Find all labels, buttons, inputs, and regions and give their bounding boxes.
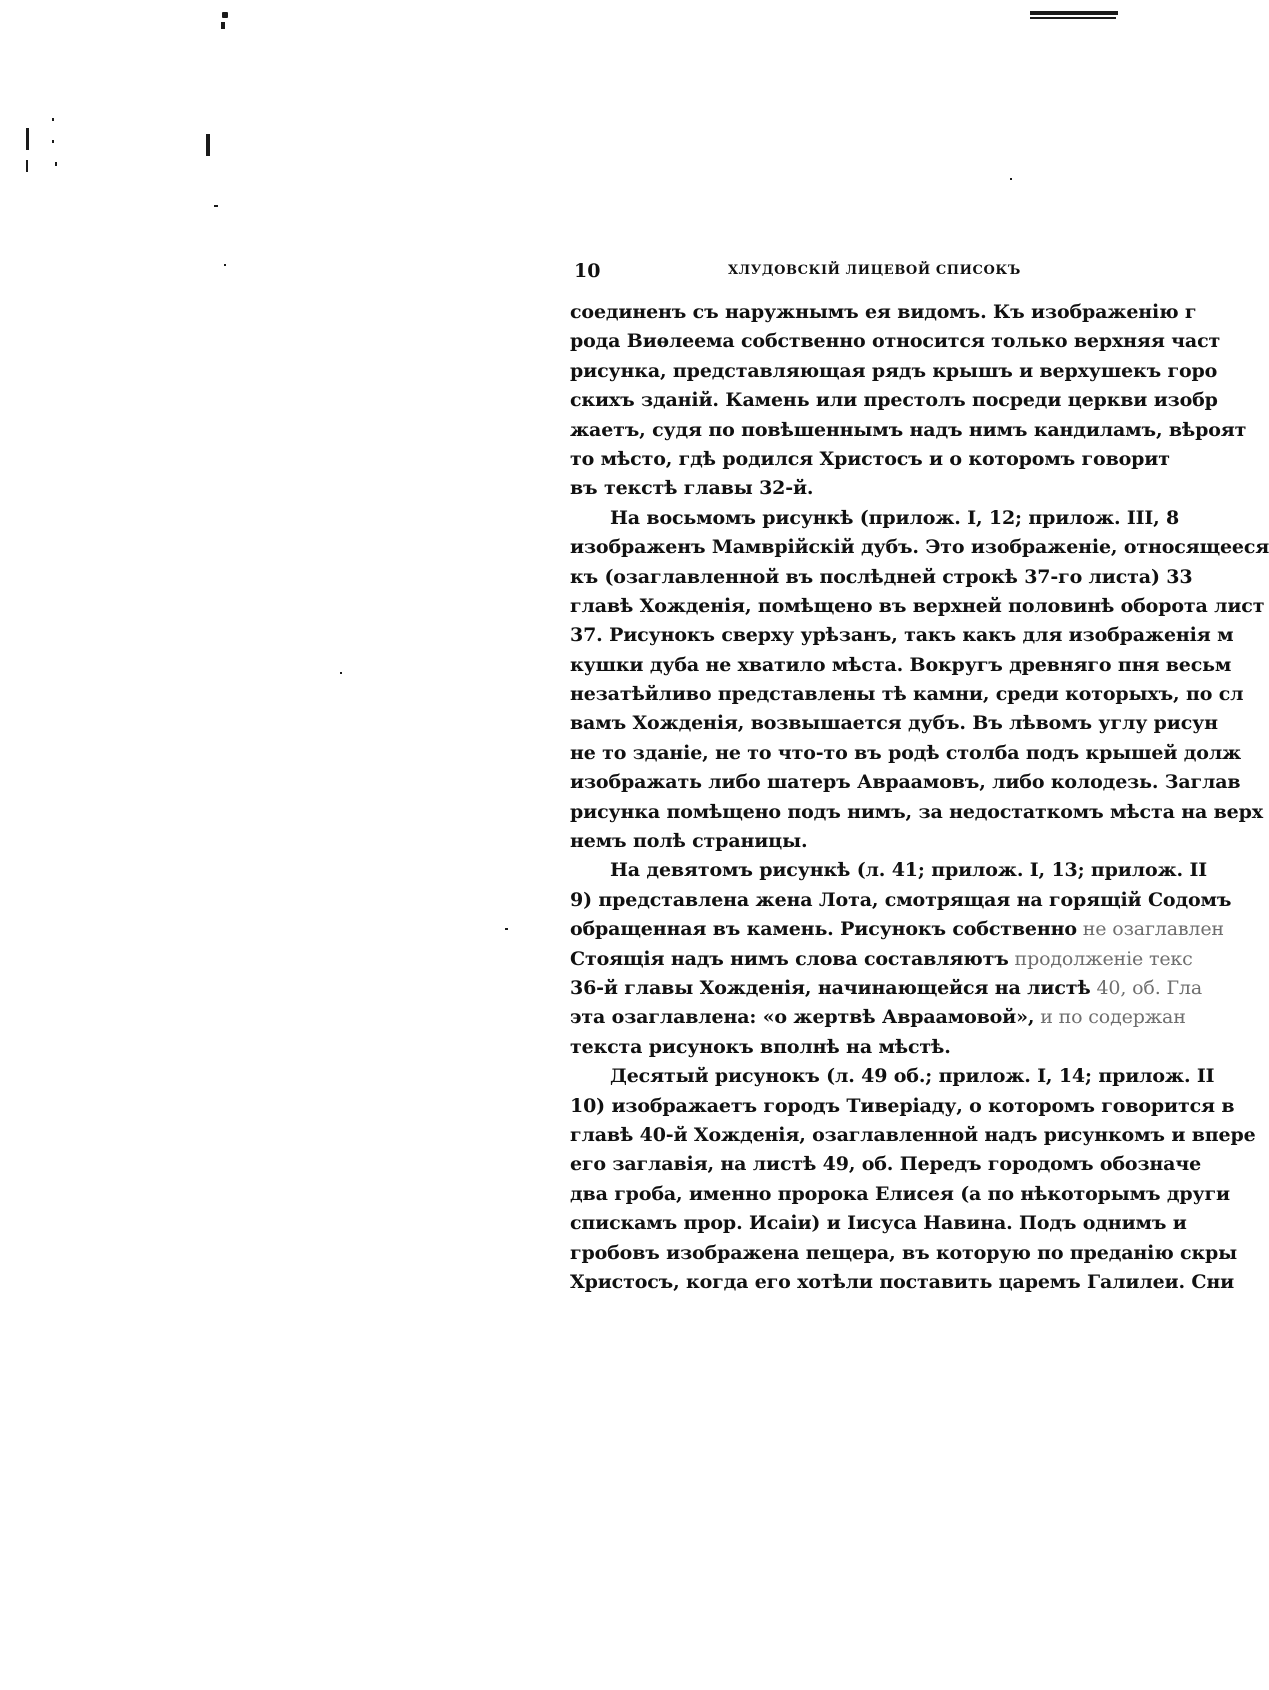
text-line [570, 768, 1241, 797]
scan-edge-mark [52, 118, 54, 121]
line-text-main: рисунка помѣщено подъ нимъ, за недостаткомъ мѣста на верх [570, 800, 1263, 823]
line-text-main: незатѣйливо представлены тѣ камни, среди которыхъ, по сл [570, 683, 1244, 706]
text-line [570, 739, 1242, 768]
line-text-main: эта озаглавлена: «о жертвѣ Авраамовой», [570, 1006, 1035, 1029]
text-line [570, 915, 1224, 944]
line-text [570, 1242, 1237, 1264]
line-text-main: кушки дуба не хватило мѣста. Вокругъ древняго пня весьм [570, 653, 1232, 676]
line-text [570, 389, 1218, 411]
line-text-faded: продолженіе текс [1008, 947, 1193, 970]
line-text-main: немъ полѣ страницы. [570, 830, 808, 853]
line-text [570, 360, 1217, 382]
line-text [610, 1065, 1214, 1087]
line-text-main: соединенъ съ наружнымъ ея видомъ. Къ изображенію г [570, 301, 1197, 323]
text-line [570, 856, 1207, 885]
line-text [570, 419, 1246, 441]
scan-speck [222, 12, 228, 18]
line-text [570, 477, 813, 499]
line-text-main: изображенъ Мамврійскій дубъ. Это изображеніе, относящееся [570, 536, 1269, 559]
line-text [570, 448, 1170, 470]
line-text-main: 10) изображаетъ городъ Тиверіаду, о которомъ говорится в [570, 1094, 1235, 1117]
line-text-main: На восьмомъ рисункѣ (прилож. I, 12; прилож. III, 8 [610, 506, 1180, 529]
line-text [610, 507, 1179, 529]
line-text-main: въ текстѣ главы 32-й. [570, 477, 814, 500]
line-text-main: текста рисунокъ вполнѣ на мѣстѣ. [570, 1035, 951, 1058]
line-text-main: жаетъ, судя по повѣшеннымъ надъ нимъ кандиламъ, вѣроят [570, 418, 1247, 441]
scan-speck [221, 22, 225, 29]
line-text [570, 1036, 951, 1058]
scan-edge-mark [26, 128, 29, 150]
line-text [570, 830, 807, 852]
line-text [570, 771, 1240, 793]
text-line [570, 533, 1269, 562]
text-line [570, 1121, 1256, 1150]
text-line [570, 592, 1265, 621]
line-text-faded: 40, об. Гла [1090, 976, 1203, 999]
text-line [570, 1033, 1170, 1062]
line-text [570, 977, 1202, 999]
line-text [570, 566, 1192, 588]
line-text [570, 624, 1233, 646]
line-text-main: Христосъ, когда его хотѣли поставить царемъ Галилеи. Сни [570, 1270, 1235, 1293]
running-head [570, 258, 1170, 298]
text-line [570, 798, 1263, 827]
line-text [570, 1124, 1256, 1146]
text-line [570, 680, 1244, 709]
scan-edge-mark [55, 162, 57, 166]
text-line [570, 1180, 1230, 1209]
scan-speck [1010, 178, 1012, 180]
line-text-main: 9) представлена жена Лота, смотрящая на горящій Содомъ [570, 888, 1232, 911]
scan-speck [214, 205, 218, 207]
line-text-main: изображать либо шатеръ Авраамовъ, либо колодезь. Заглав [570, 771, 1241, 794]
text-line [570, 1209, 1187, 1238]
line-text-main: вамъ Хожденія, возвышается дубъ. Въ лѣвомъ углу рисун [570, 712, 1218, 735]
line-text-main: главѣ Хожденія, помѣщено въ верхней половинѣ оборота лист [570, 594, 1265, 617]
text-line [570, 445, 1170, 474]
line-text-main: Стоящія надъ нимъ слова составляютъ [570, 947, 1009, 970]
line-text-main: то мѣсто, гдѣ родился Христосъ и о которомъ говорит [570, 447, 1170, 470]
text-line [570, 886, 1232, 915]
line-text [570, 1006, 1186, 1028]
line-text-main: обращенная въ камень. Рисунокъ собственно [570, 918, 1077, 941]
line-text-faded: не озаглавлен [1076, 918, 1224, 941]
scan-speck [340, 672, 342, 674]
line-text-main: рода Виѳлеема собственно относится только верхняя част [570, 330, 1221, 353]
line-text-main: гробовъ изображена пещера, въ которую по преданію скры [570, 1241, 1238, 1264]
scan-speck [505, 928, 508, 930]
line-text [570, 801, 1263, 823]
text-line [570, 1239, 1238, 1268]
line-text-main: къ (озаглавленной въ послѣдней строкѣ 37-го листа) 33 [570, 565, 1193, 588]
text-line [570, 416, 1247, 445]
book-page [570, 258, 1269, 1297]
line-text [570, 683, 1243, 705]
line-text-main: главѣ 40-й Хожденія, озаглавленной надъ рисункомъ и впере [570, 1123, 1256, 1146]
text-line [570, 621, 1234, 650]
text-line [570, 1268, 1235, 1297]
scan-speck [224, 264, 226, 266]
line-text-main: 37. Рисунокъ сверху урѣзанъ, такъ какъ для изображенія м [570, 624, 1234, 647]
line-text [570, 1153, 1201, 1175]
text-line [570, 298, 1197, 327]
text-line [570, 945, 1193, 974]
line-text-main: спискамъ прор. Исаіи) и Іисуса Навина. Подъ однимъ и [570, 1212, 1187, 1235]
text-line [570, 1150, 1202, 1179]
line-text [570, 330, 1220, 352]
line-text-main: рисунка, представляющая рядъ крышъ и верхушекъ горо [570, 359, 1218, 382]
line-text [570, 889, 1231, 911]
line-text-main: два гроба, именно пророка Елисея (а по нѣкоторымъ други [570, 1182, 1230, 1205]
text-line [570, 563, 1193, 592]
page-number: 10 [574, 260, 601, 282]
text-line [570, 1092, 1235, 1121]
scan-top-bar [1030, 11, 1118, 15]
text-line [570, 709, 1218, 738]
scan-edge-mark [26, 160, 28, 172]
text-line [570, 974, 1203, 1003]
body-text [570, 298, 1269, 1297]
line-text [570, 301, 1196, 323]
line-text-main: 36-й главы Хожденія, начинающейся на листѣ [570, 976, 1091, 999]
text-line [570, 357, 1218, 386]
line-text [570, 1212, 1187, 1234]
scan-edge-mark [206, 134, 210, 156]
line-text [570, 918, 1224, 940]
text-line [570, 1003, 1186, 1032]
running-title: ХЛУДОВСКІЙ ЛИЦЕВОЙ СПИСОКЪ [728, 263, 1021, 278]
line-text [610, 859, 1207, 881]
line-text-main: не то зданіе, не то что-то въ родѣ столба подъ крышей долж [570, 741, 1242, 764]
text-line [570, 386, 1218, 415]
line-text-main: его заглавія, на листѣ 49, об. Передъ городомъ обозначе [570, 1153, 1202, 1176]
line-text-main: Десятый рисунокъ (л. 49 об.; прилож. I, 14; прилож. II [610, 1065, 1215, 1088]
line-text [570, 712, 1218, 734]
line-text [570, 654, 1231, 676]
text-line [570, 827, 1170, 856]
line-text-faded: и по содержан [1034, 1006, 1186, 1029]
line-text [570, 536, 1269, 558]
line-text [570, 948, 1193, 970]
text-line [570, 651, 1232, 680]
line-text-main: На девятомъ рисункѣ (л. 41; прилож. I, 13; прилож. II [610, 859, 1207, 882]
text-line [570, 327, 1221, 356]
line-text [570, 595, 1264, 617]
text-line [570, 1062, 1215, 1091]
scan-top-bar [1030, 17, 1116, 19]
line-text [570, 1183, 1230, 1205]
line-text [570, 1271, 1234, 1293]
text-line [570, 474, 1170, 503]
scan-edge-mark [52, 140, 54, 143]
line-text [570, 742, 1241, 764]
text-line [570, 504, 1180, 533]
line-text-main: скихъ зданій. Камень или престолъ посреди церкви изобр [570, 389, 1218, 412]
line-text [570, 1095, 1234, 1117]
